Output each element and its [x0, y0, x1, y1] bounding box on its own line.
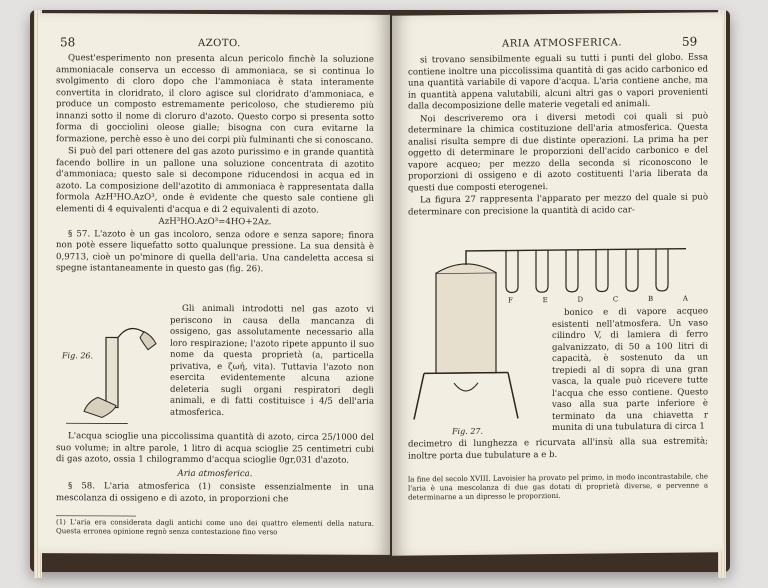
- formula: AzH³HO.AzO³=4HO+2Az.: [158, 216, 272, 228]
- section-title: Aria atmosferica.: [177, 468, 253, 479]
- u-tubes: [506, 249, 668, 293]
- connecting-tube: [466, 249, 686, 265]
- tripod-leg: [414, 373, 424, 419]
- left-page-number: 58: [60, 35, 76, 50]
- u-tube: [506, 250, 518, 292]
- u-tube: [596, 249, 608, 291]
- right-page-number: 59: [682, 34, 698, 49]
- left-text-top: [56, 53, 374, 277]
- left-page: [38, 13, 390, 555]
- fig-27-label: Fig. 27.: [452, 426, 484, 437]
- tube-letter: D: [577, 295, 584, 304]
- test-tube: [106, 337, 118, 407]
- cylinder-vessel: [436, 273, 496, 374]
- tripod-leg: [508, 372, 518, 418]
- u-tube: [536, 250, 548, 292]
- figure-26-illustration: [58, 319, 163, 430]
- tube-letter: C: [612, 295, 619, 304]
- left-text-bottom: [56, 431, 374, 507]
- paragraph: Gli animali introdotti nel gas azoto vi periscono in causa della mancanza di ossigeno, gas assolutamente necessario alla loro respirazione; l'azoto ripete appunto il suo nome da questa proprietà (a, particella privativa, e ζωή, vita). Tuttavia l'azoto non esercita evidentemente alcuna azione deleteria sugli organi respiratori degli animali, e di fatti costituisce i 4/5 dell'aria atmosferica.: [170, 303, 374, 418]
- paragraph: decimetro di lunghezza e ricurvata all'insù alla sua estremità; inoltre porta due tubulature a e b.: [408, 436, 708, 462]
- tube-letter: E: [542, 296, 548, 305]
- paragraph: La figura 27 rappresenta l'apparato per mezzo del quale si può determinare con precisione la quantità di acido car-: [408, 192, 708, 218]
- paragraph-58: § 58. L'aria atmosferica (1) consiste essenzialmente in una mescolanza di ossigeno e di azoto, in proporzioni che: [56, 481, 374, 504]
- right-text-side: [552, 306, 708, 435]
- paragraph-57: § 57. L'azoto è un gas incoloro, senza odore e senza sapore; finora non potè essere liquefatto sotto qualunque pressione. La sua densità è 0,9713, cioè un po'minore di quella dell'aria. Una candeletta accesa si spegne istantaneamente in questo gas (fig. 26).: [56, 228, 374, 275]
- tap-r: [454, 383, 478, 391]
- paragraph: Si può del pari ottenere del gas azoto purissimo e in grande quantità facendo bollire in un pallone una soluzione concentrata di azotito d'ammoniaca; questo sale si decompone riducendosi in acqua ed in azoto. La composizione dell'azotito di ammoniaca è rappresentata dalla formola AzH³HO.AzO³, onde è evidente che questo sale contiene gli elementi di 4 equivalenti d'acqua e di 2 equivalenti di azoto.: [56, 146, 374, 216]
- left-page-header: AZOTO.: [198, 37, 241, 50]
- left-footnote: (1) L'aria era considerata dagli antichi come uno dei quattro elementi della natura. Questa erronea opinione regnò senza contestazione fino verso: [56, 518, 374, 537]
- paragraph: L'acqua scioglie una piccolissima quantità di azoto, circa 25/1000 del suo volume; in altre parole, 1 litro di acqua scioglie 25 centimetri cubi di gas azoto, ossia 1 chilogrammo d'acqua scioglie 0gr,031 d'azoto.: [56, 431, 374, 466]
- right-text-top: [408, 52, 708, 219]
- tripod-ring: [424, 373, 508, 374]
- left-text-side: [170, 304, 374, 421]
- fig-26-label: Fig. 26.: [62, 351, 94, 361]
- footnote-rule: [56, 515, 136, 516]
- tube-letter: F: [508, 296, 513, 305]
- u-tube: [626, 249, 638, 291]
- paragraph: bonico e di vapore acqueo esistenti nell'atmosfera. Un vaso cilindro V, di lamiera di ferro galvanizzato, di 50 a 100 litri di capacità, è sostenuto da un trepiedi al di sopra di una gran vasca, la quale può ricevere tutte l'acqua che esso contiene. Questo vaso alla sua parte inferiore è terminato da una chiavetta r munita di una tubulatura di circa 1: [552, 306, 708, 434]
- paragraph: si trovano sensibilmente eguali su tutti i punti del globo. Essa contiene inoltre una piccolissima quantità di gas acido carbonico ed una quantità variabile di vapore d'acqua. L'aria contiene anche, ma in quantità appena valutabili, alcuni altri gas o vapori provenienti dalla decomposizione delle materie vegetali ed animali.: [408, 52, 708, 112]
- right-text-bottom: [408, 436, 708, 463]
- hand-top: [140, 332, 156, 350]
- paragraph: Quest'esperimento non presenta alcun pericolo finchè la soluzione ammoniacale conserva un eccesso di ammoniaca, se si continua lo svolgimento di cloro dopo che l'ammoniaca è stata interamente convertita in cloridrato, il cloro agisce sul cloridrato d'ammoniaca, e produce un composto estremamente pericoloso, che studieremo più innanzi sotto il nome di cloruro d'azoto. Questo corpo si presenta sotto forma di gocciolini oleose gialle; bisogna con cura evitarne la formazione, perchè esso è uno dei corpi più fulminanti che si conoscano.: [56, 53, 374, 146]
- paragraph: Noi descriveremo ora i diversi metodi coi quali si può determinare la chimica costituzione dell'aria atmosferica. Questa analisi risulta sempre di due distinte operazioni. La prima ha per oggetto di determinare le proporzioni dell'acido carbonico e del vapore acqueo; per mezzo della seconda si riconoscono le proporzioni di ossigeno e di azoto costituenti l'aria liberata da questi due composti eterogenei.: [408, 110, 708, 194]
- vessel-dome: [436, 264, 496, 274]
- tube-letter: B: [647, 294, 654, 304]
- tube-letter: A: [682, 294, 688, 303]
- right-footnote: la fine del secolo XVIII. Lavoisier ha provato pel primo, in modo incontrastabile, che l'aria è una mescolanza di due gas dotati di proprietà diverse, e pervenne a determinarne a un dipresso le proporzioni.: [408, 472, 708, 502]
- right-page-header: ARIA ATMOSFERICA.: [502, 37, 623, 50]
- right-page: [392, 12, 722, 555]
- u-tube: [656, 249, 668, 291]
- u-tube: [566, 250, 578, 292]
